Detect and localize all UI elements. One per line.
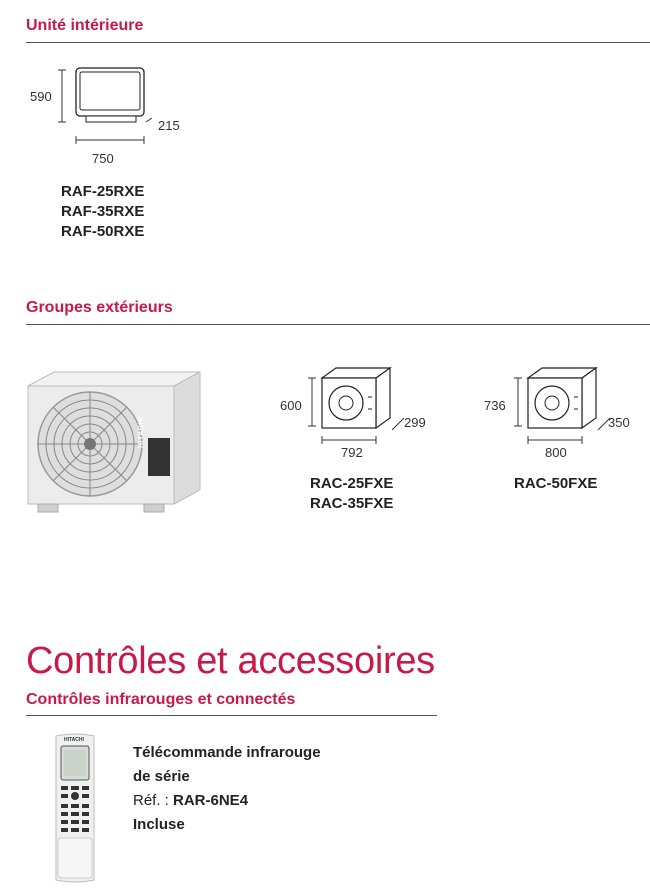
remote-brand-label: HITACHI bbox=[64, 737, 84, 743]
indoor-dim-height: 590 bbox=[30, 89, 52, 104]
indoor-dim-width: 750 bbox=[92, 151, 114, 166]
controls-heading: Contrôles et accessoires bbox=[26, 640, 435, 682]
remote-control-image bbox=[52, 732, 98, 884]
outdoor-a-dim-height: 600 bbox=[280, 398, 302, 413]
indoor-dim-depth: 215 bbox=[158, 118, 180, 133]
controls-subheading: Contrôles infrarouges et connectés bbox=[26, 691, 296, 708]
indoor-section-rule bbox=[26, 42, 650, 43]
remote-included: Incluse bbox=[133, 816, 185, 833]
remote-description bbox=[133, 741, 321, 837]
remote-desc-line1: Télécommande infrarouge bbox=[133, 744, 321, 761]
outdoor-b-dim-depth: 350 bbox=[608, 415, 630, 430]
indoor-model: RAF-50RXE bbox=[61, 223, 145, 240]
remote-desc-line2: de série bbox=[133, 768, 190, 785]
outdoor-a-model: RAC-35FXE bbox=[310, 495, 394, 512]
indoor-model: RAF-25RXE bbox=[61, 183, 145, 200]
outdoor-section-title: Groupes extérieurs bbox=[26, 299, 173, 316]
remote-ref-label: Réf. : bbox=[133, 792, 174, 809]
outdoor-b-dim-width: 800 bbox=[545, 445, 567, 460]
remote-ref bbox=[133, 789, 321, 813]
outdoor-unit-photo bbox=[24, 368, 204, 520]
outdoor-a-model-list bbox=[310, 474, 393, 514]
outdoor-b-model-list bbox=[514, 474, 597, 494]
indoor-unit-dimension-drawing bbox=[56, 62, 196, 172]
indoor-model-list bbox=[61, 182, 144, 242]
controls-section-rule bbox=[26, 715, 437, 716]
outdoor-b-dim-height: 736 bbox=[484, 398, 506, 413]
outdoor-photo-brand-label: HITACHI bbox=[138, 416, 145, 448]
indoor-model: RAF-35RXE bbox=[61, 203, 145, 220]
outdoor-section-rule bbox=[26, 324, 650, 325]
outdoor-unit-a-dimension-drawing bbox=[306, 364, 436, 448]
outdoor-b-model: RAC-50FXE bbox=[514, 475, 598, 492]
outdoor-unit-b-dimension-drawing bbox=[512, 364, 642, 448]
remote-ref-value: RAR-6NE4 bbox=[173, 792, 249, 809]
outdoor-a-dim-width: 792 bbox=[341, 445, 363, 460]
outdoor-a-dim-depth: 299 bbox=[404, 415, 426, 430]
indoor-section-title: Unité intérieure bbox=[26, 17, 144, 34]
outdoor-a-model: RAC-25FXE bbox=[310, 475, 394, 492]
